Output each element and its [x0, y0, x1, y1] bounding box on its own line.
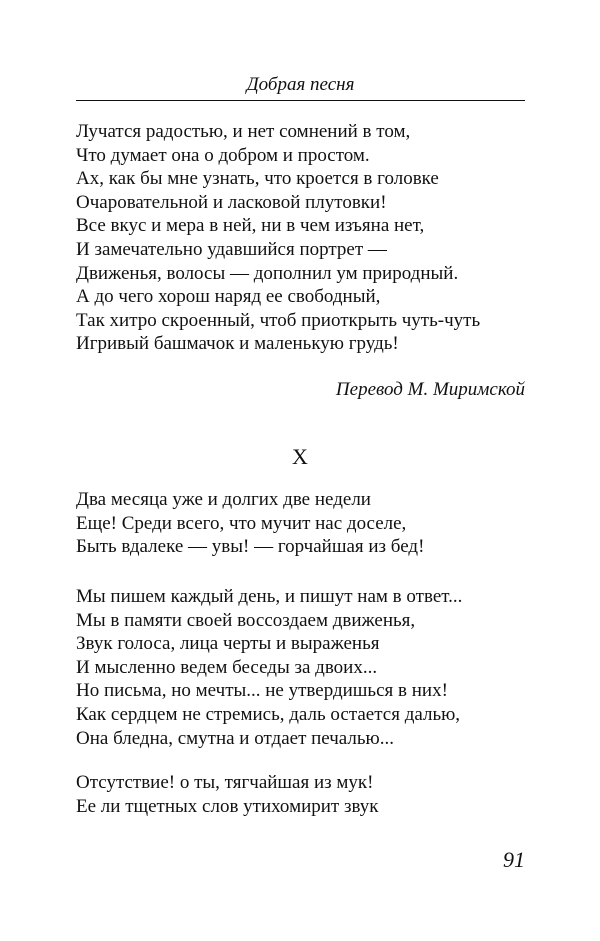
- poem-stanza: [76, 488, 536, 559]
- poem-line: Что думает она о добром и простом.: [76, 144, 370, 166]
- poem-line: Звук голоса, лица черты и выраженья: [76, 633, 380, 655]
- poem-line: Быть вдалеке — увы! — горчайшая из бед!: [76, 536, 425, 558]
- translation-attribution: Перевод М. Миримской: [335, 379, 525, 400]
- poem-line: А до чего хорош наряд ее свободный,: [76, 286, 381, 308]
- section-title: X: [292, 444, 308, 469]
- poem-stanza: [76, 120, 536, 356]
- poem-line: Лучатся радостью, и нет сомнений в том,: [76, 121, 411, 142]
- poem-line: Ах, как бы мне узнать, что кроется в головке: [76, 168, 439, 190]
- poem-line: Движенья, волосы — дополнил ум природный.: [76, 262, 459, 284]
- running-header: Добрая песня: [246, 74, 355, 95]
- poem-stanza: [76, 585, 536, 750]
- poem-line: Но письма, но мечты... не утвердишься в них!: [76, 680, 448, 702]
- poem-line: Мы пишем каждый день, и пишут нам в ответ...: [76, 586, 463, 607]
- poem-line: Еще! Среди всего, что мучит нас доселе,: [76, 512, 407, 534]
- poem-line: Очаровательной и ласковой плутовки!: [76, 191, 387, 213]
- poem-line: Отсутствие! о ты, тягчайшая из мук!: [76, 772, 374, 793]
- poem-line: Она бледна, смутна и отдает печалью...: [76, 727, 394, 749]
- poem-line: Игривый башмачок и маленькую грудь!: [76, 333, 399, 355]
- poem-line: Так хитро скроенный, чтоб приоткрыть чуть-чуть: [76, 309, 481, 331]
- poem-line: И замечательно удавшийся портрет —: [76, 238, 387, 260]
- poem-line: Мы в памяти своей воссоздаем движенья,: [76, 609, 416, 631]
- poem-line: Все вкус и мера в ней, ни в чем изъяна нет,: [76, 215, 425, 237]
- page-number: 91: [503, 847, 525, 872]
- header-rule: [76, 100, 525, 101]
- poem-stanza: [76, 771, 536, 818]
- poem-line: И мысленно ведем беседы за двоих...: [76, 656, 378, 678]
- poem-line: Ее ли тщетных слов утихомирит звук: [76, 795, 379, 817]
- poem-line: Как сердцем не стремись, даль остается далью,: [76, 703, 461, 725]
- poem-line: Два месяца уже и долгих две недели: [76, 489, 371, 510]
